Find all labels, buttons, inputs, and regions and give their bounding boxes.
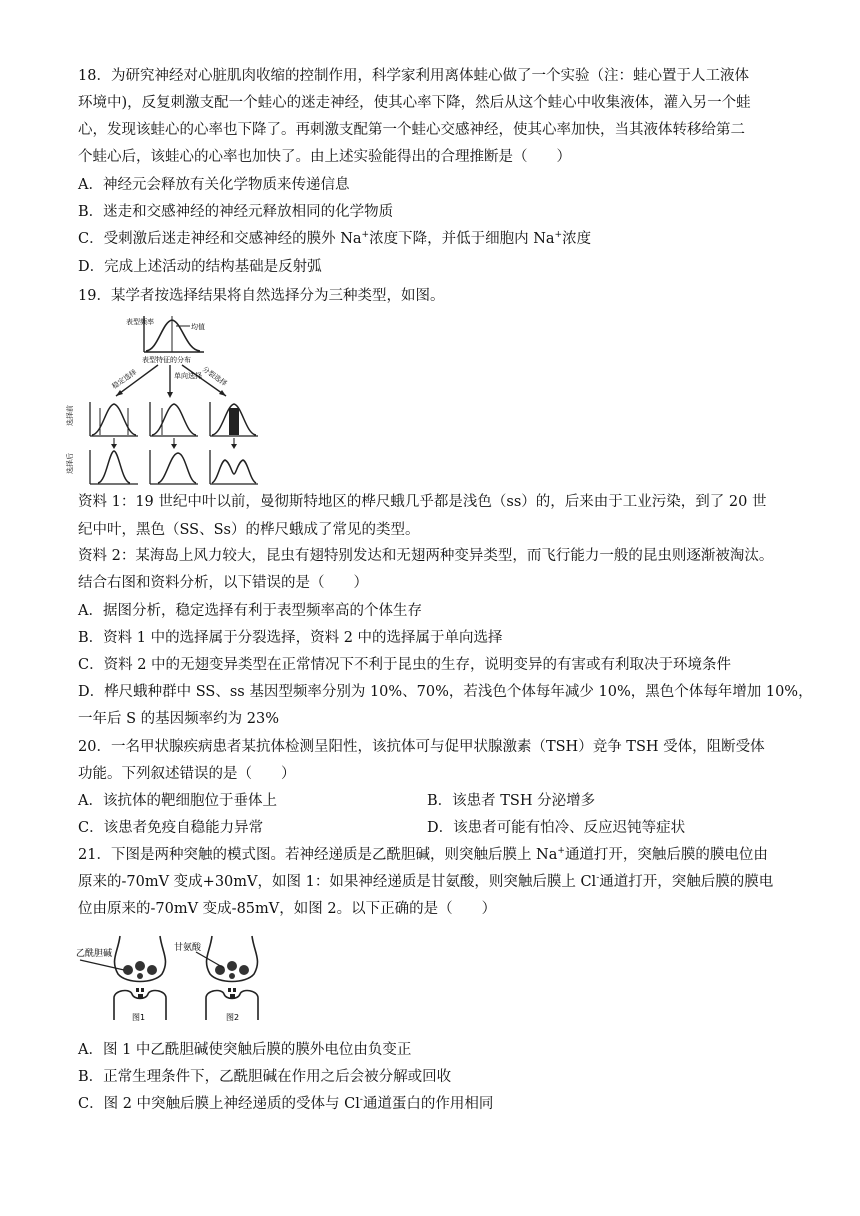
q19-option-c: C．资料 2 中的无翅变异类型在正常情况下不利于昆虫的生存，说明变异的有害或有利取决于环境条件 <box>78 657 732 673</box>
q18-option-b: B．迷走和交感神经的神经元释放相同的化学物质 <box>78 204 394 220</box>
q19-ref2-line-1: 资料 2：某海岛上风力较大，昆虫有翅特别发达和无翅两种变异类型，而飞行能力一般的昆虫则逐渐被淘汰。 <box>78 548 774 564</box>
panel-stabilizing-after <box>90 450 138 484</box>
q19-option-d-line-2: 一年后 S 的基因频率约为 23% <box>78 711 279 727</box>
panel-disruptive-after <box>210 450 258 484</box>
q21-stem-line-1: 21．下图是两种突触的模式图。若神经递质是乙酰胆碱，则突触后膜上 Na+通道打开，突触后膜的膜电位由 <box>78 846 768 863</box>
q20-option-b: B．该患者 TSH 分泌增多 <box>427 793 596 809</box>
before-label: 选择前 <box>66 405 74 426</box>
q19-stem: 19．某学者按选择结果将自然选择分为三种类型，如图。 <box>78 288 445 304</box>
q18-stem-line-3: 心，发现该蛙心的心率也下降了。再刺激支配第一个蛙心交感神经，使其心率加快，当其液体转移给第二 <box>78 122 745 138</box>
q18-option-c: C．受刺激后迷走神经和交感神经的膜外 Na+浓度下降，并低于细胞内 Na+浓度 <box>78 230 592 247</box>
q18-stem-line-2: 环境中)，反复刺激支配一个蛙心的迷走神经，使其心率下降，然后从这个蛙心中收集液体，灌入另一个蛙 <box>78 95 751 111</box>
q19-ref1-line-2: 纪中叶，黑色（SS、Ss）的桦尺蛾成了常见的类型。 <box>78 522 420 538</box>
label-glycine: 甘氨酸 <box>174 943 202 953</box>
top-ylabel: 表型频率 <box>126 318 154 326</box>
q20-option-a: A．该抗体的靶细胞位于垂体上 <box>78 793 277 809</box>
q20-stem-line-2: 功能。下列叙述错误的是（ ） <box>78 766 296 782</box>
q19-option-b: B．资料 1 中的选择属于分裂选择，资料 2 中的选择属于单向选择 <box>78 630 503 646</box>
distribution-label: 表型特征的分布 <box>142 356 191 364</box>
q21-option-c: C．图 2 中突触后膜上神经递质的受体与 Cl-通道蛋白的作用相同 <box>78 1095 494 1112</box>
panel-directional-after <box>150 450 198 484</box>
q20-option-c: C．该患者免疫自稳能力异常 <box>78 820 264 836</box>
label-acetylcholine: 乙酰胆碱 <box>76 949 113 959</box>
label-fig2: 图2 <box>226 1013 240 1022</box>
stabilizing-label: 稳定选择 <box>110 368 139 391</box>
q21-option-a: A．图 1 中乙酰胆碱使突触后膜的膜外电位由负变正 <box>78 1042 412 1058</box>
q19-ref1-line-1: 资料 1：19 世纪中叶以前，曼彻斯特地区的桦尺蛾几乎都是浅色（ss）的，后来由于工业污染，到了 20 世 <box>78 494 767 510</box>
q19-ref2-line-2: 结合右图和资料分析，以下错误的是（ ） <box>78 575 368 591</box>
mean-label: 均值 <box>191 323 205 331</box>
q18-option-d: D．完成上述活动的结构基础是反射弧 <box>78 259 322 275</box>
q19-option-a: A．据图分析，稳定选择有利于表型频率高的个体生存 <box>78 603 422 619</box>
q18-stem-line-1: 18．为研究神经对心脏肌肉收缩的控制作用，科学家利用离体蛙心做了一个实验（注：蛙心置于人工液体 <box>78 68 749 84</box>
q19-option-d-line-1: D．桦尺蛾种群中 SS、ss 基因型频率分别为 10%、70%，若浅色个体每年减少 10%，黑色个体每年增加 10%， <box>78 684 813 700</box>
synapse-1 <box>114 936 166 1020</box>
selection-types-figure <box>66 312 266 488</box>
panel-directional-before <box>150 402 198 436</box>
q18-stem-line-4: 个蛙心后，该蛙心的心率也加快了。由上述实验能得出的合理推断是（ ） <box>78 149 571 165</box>
panel-disruptive-before <box>210 402 258 436</box>
directional-label: 单向选择 <box>174 372 202 380</box>
synapse-figure <box>74 932 278 1026</box>
disruptive-label: 分裂选择 <box>200 365 229 388</box>
q21-stem-line-3: 位由原来的-70mV 变成-85mV，如图 2。以下正确的是（ ） <box>78 901 497 917</box>
q20-stem-line-1: 20．一名甲状腺疾病患者某抗体检测呈阳性，该抗体可与促甲状腺激素（TSH）竞争 TSH 受体，阻断受体 <box>78 739 765 755</box>
after-label: 选择后 <box>66 453 74 474</box>
panel-stabilizing-before <box>90 402 138 436</box>
synapse-2 <box>206 936 258 1020</box>
q21-option-b: B．正常生理条件下，乙酰胆碱在作用之后会被分解或回收 <box>78 1069 452 1085</box>
q21-stem-line-2: 原来的-70mV 变成+30mV，如图 1：如果神经递质是甘氨酸，则突触后膜上 Cl-通道打开，突触后膜的膜电 <box>78 873 774 890</box>
q20-option-d: D．该患者可能有怕冷、反应迟钝等症状 <box>427 820 686 836</box>
label-fig1: 图1 <box>132 1013 146 1022</box>
q18-option-a: A．神经元会释放有关化学物质来传递信息 <box>78 177 350 193</box>
